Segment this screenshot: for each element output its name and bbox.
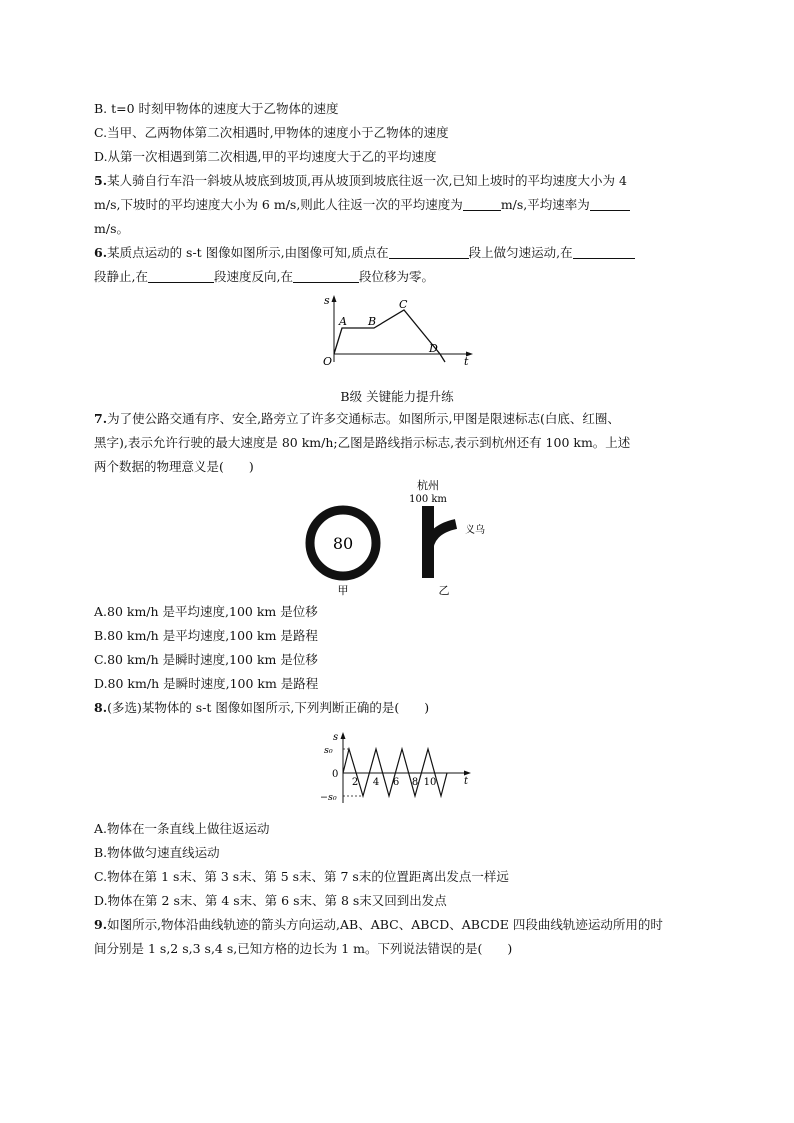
label-yi: 乙 (438, 584, 450, 597)
q8-option-c: C.物体在第 1 s末、第 3 s末、第 5 s末、第 7 s末的位置距离出发点一样远 (94, 869, 509, 884)
q8-y-tick-0: 0 (332, 769, 339, 780)
q6-text-2c: 段位移为零。 (358, 269, 434, 284)
q6-point-c: C (399, 298, 408, 311)
q6-blank-reverse[interactable] (148, 270, 214, 283)
q8-option-b: B.物体做匀速直线运动 (94, 845, 220, 860)
q6-origin-label: O (323, 355, 333, 368)
q6-blank-zero-displacement[interactable] (293, 270, 359, 283)
q8-x-label: t (464, 776, 469, 787)
q5-line-2 (94, 197, 630, 213)
q7-option-a: A.80 km/h 是平均速度,100 km 是位移 (94, 604, 318, 619)
q8-option-d: D.物体在第 2 s末、第 4 s末、第 6 s末、第 8 s末又回到出发点 (94, 893, 447, 908)
q8-x-tick-8: 8 (411, 777, 419, 788)
q7-line-1 (94, 411, 620, 427)
q7-number: 7. (94, 411, 108, 426)
q7-line-2: 黑字),表示允许行驶的最大速度是 80 km/h;乙图是路线指示标志,表示到杭州还有 100 km。上述 (94, 435, 631, 450)
q9-number: 9. (94, 917, 108, 932)
q7-option-b: B.80 km/h 是平均速度,100 km 是路程 (94, 628, 318, 643)
q8-y-tick-s0: s₀ (324, 745, 333, 756)
q6-y-arrow (332, 295, 337, 302)
q8-option-a: A.物体在一条直线上做往返运动 (94, 821, 270, 836)
q5-text-2b: m/s,平均速率为 (500, 197, 590, 212)
q6-y-label: s (324, 294, 330, 307)
q6-line-2 (94, 269, 434, 285)
q6-text-2b: 段速度反向,在 (213, 269, 293, 284)
sign-branch-city: 义乌 (465, 525, 485, 536)
q5-line-3: m/s。 (94, 221, 129, 236)
q8-number: 8. (94, 700, 108, 715)
q6-blank-static[interactable] (573, 246, 635, 259)
q8-y-label: s (333, 732, 339, 743)
q8-x-tick-6: 6 (392, 777, 400, 788)
q8-y-tick-neg-s0: −s₀ (320, 792, 337, 803)
q4-option-d: D.从第一次相遇到第二次相遇,甲的平均速度大于乙的平均速度 (94, 149, 437, 164)
q4-option-b: B. t=0 时刻甲物体的速度大于乙物体的速度 (94, 101, 339, 116)
q6-text-1b: 段上做匀速运动,在 (468, 245, 573, 260)
q5-text-1: 某人骑自行车沿一斜坡从坡底到坡顶,再从坡顶到坡底往返一次,已知上坡时的平均速度大小为 4 (107, 173, 627, 188)
label-jia: 甲 (337, 584, 349, 597)
q5-number: 5. (94, 173, 108, 188)
q8-x-tick-10: 10 (423, 777, 437, 788)
q6-blank-uniform[interactable] (389, 246, 469, 259)
q8-st-graph (318, 727, 478, 807)
q6-point-a: A (339, 315, 347, 328)
q6-number: 6. (94, 245, 108, 260)
q6-text-2a: 段静止,在 (94, 269, 148, 284)
q7-option-d: D.80 km/h 是瞬时速度,100 km 是路程 (94, 676, 319, 691)
q7-text-1: 为了使公路交通有序、安全,路旁立了许多交通标志。如图所示,甲图是限速标志(白底、红圈、 (107, 411, 620, 426)
q6-point-d: D (429, 342, 438, 355)
q9-line-1 (94, 917, 663, 933)
q4-option-c: C.当甲、乙两物体第二次相遇时,甲物体的速度小于乙物体的速度 (94, 125, 449, 140)
q6-text-1a: 某质点运动的 s-t 图像如图所示,由图像可知,质点在 (107, 245, 389, 260)
sign-city: 杭州 (417, 479, 439, 492)
q5-blank-average-speed[interactable] (590, 198, 630, 211)
q7-option-c: C.80 km/h 是瞬时速度,100 km 是位移 (94, 652, 318, 667)
q7-line-3: 两个数据的物理意义是( ) (94, 459, 254, 474)
q5-text-2a: m/s,下坡时的平均速度大小为 6 m/s,则此人往返一次的平均速度为 (94, 197, 463, 212)
q8-y-arrow (341, 732, 346, 739)
q5-line-1 (94, 173, 627, 189)
sign-distance: 100 km (409, 494, 447, 505)
q8-line-1 (94, 700, 429, 716)
q5-blank-average-velocity[interactable] (463, 198, 501, 211)
q8-x-arrow (464, 771, 471, 776)
speed-limit-value: 80 (332, 534, 354, 553)
q8-x-tick-2: 2 (351, 777, 359, 788)
q8-stem: (多选)某物体的 s-t 图像如图所示,下列判断正确的是( ) (107, 700, 430, 715)
q6-point-b: B (368, 315, 377, 328)
q6-line-1 (94, 245, 635, 261)
q9-text-1: 如图所示,物体沿曲线轨迹的箭头方向运动,AB、ABC、ABCD、ABCDE 四段曲线轨迹运动所用的时 (107, 917, 663, 932)
q8-x-tick-4: 4 (372, 777, 380, 788)
section-b-heading: B级 关键能力提升练 (340, 389, 454, 404)
q6-x-label: t (464, 355, 469, 368)
q9-line-2: 间分别是 1 s,2 s,3 s,4 s,已知方格的边长为 1 m。下列说法错误的是( ) (94, 941, 513, 956)
q7-traffic-signs (298, 478, 498, 600)
q6-st-graph (312, 292, 482, 370)
